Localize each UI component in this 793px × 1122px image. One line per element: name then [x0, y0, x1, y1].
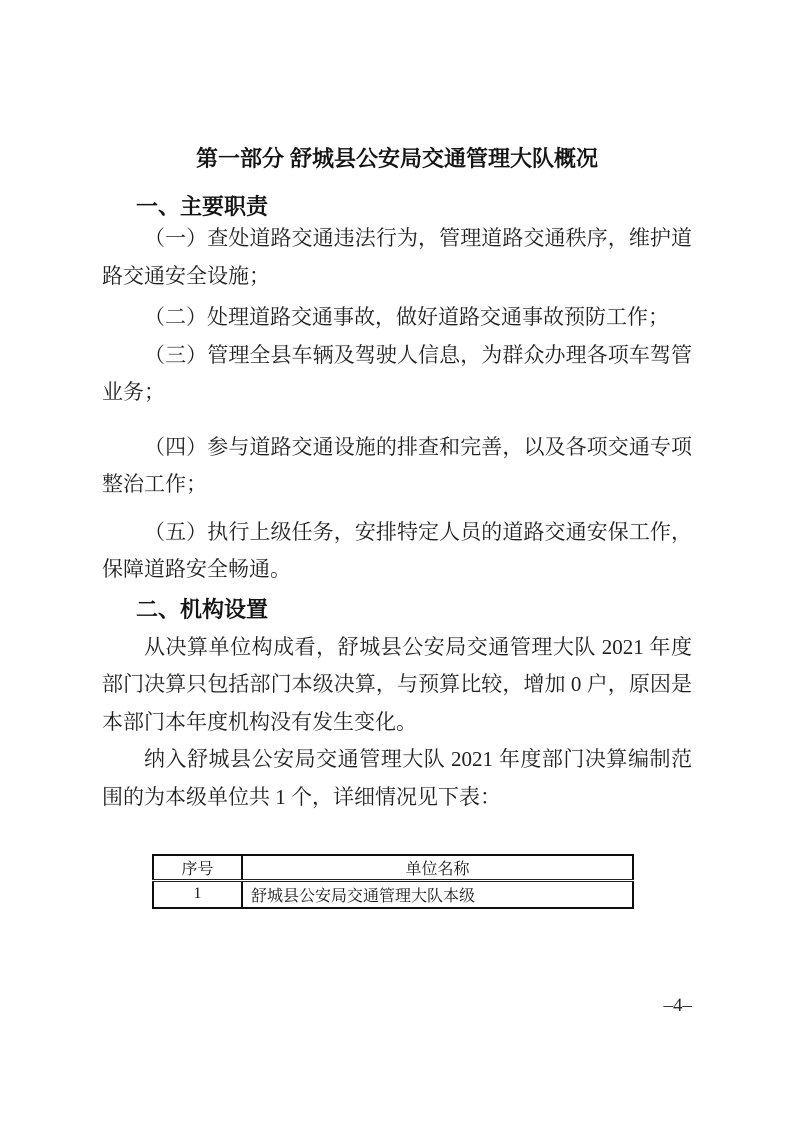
document-content	[102, 0, 692, 909]
unit-table-wrapper	[152, 854, 634, 909]
page-number: –4–	[663, 995, 692, 1016]
unit-table-row	[153, 881, 633, 908]
document-title: 第一部分 舒城县公安局交通管理大队概况	[195, 146, 599, 171]
unit-table-header-row	[153, 855, 633, 881]
paragraph-duty-1: （一）查处道路交通违法行为，管理道路交通秩序，维护道路交通安全设施；	[102, 226, 692, 288]
unit-table-cell-index: 1	[153, 881, 242, 908]
paragraph-duty-4: （四）参与道路交通设施的排查和完善，以及各项交通专项整治工作；	[102, 434, 692, 496]
unit-table	[152, 854, 634, 909]
section-heading-org-setup: 二、机构设置	[136, 596, 269, 622]
paragraph-org-scope: 纳入舒城县公安局交通管理大队 2021 年度部门决算编制范围的为本级单位共 1 个，详细情况见下表：	[102, 747, 692, 809]
section-heading-main-duties: 一、主要职责	[136, 194, 269, 219]
unit-table-header-name: 单位名称	[242, 855, 633, 881]
paragraph-duty-5: （五）执行上级任务，安排特定人员的道路交通安保工作，保障道路安全畅通。	[102, 519, 692, 581]
paragraph-org-composition: 从决算单位构成看，舒城县公安局交通管理大队 2021 年度部门决算只包括部门本级决算，与预算比较，增加 0 户，原因是本部门本年度机构没有发生变化。	[102, 634, 692, 734]
paragraph-duty-3: （三）管理全县车辆及驾驶人信息，为群众办理各项车驾管业务；	[102, 342, 692, 404]
unit-table-cell-name: 舒城县公安局交通管理大队本级	[242, 881, 633, 908]
unit-table-header-index: 序号	[153, 855, 242, 881]
paragraph-duty-2: （二）处理道路交通事故，做好道路交通事故预防工作；	[144, 305, 669, 329]
